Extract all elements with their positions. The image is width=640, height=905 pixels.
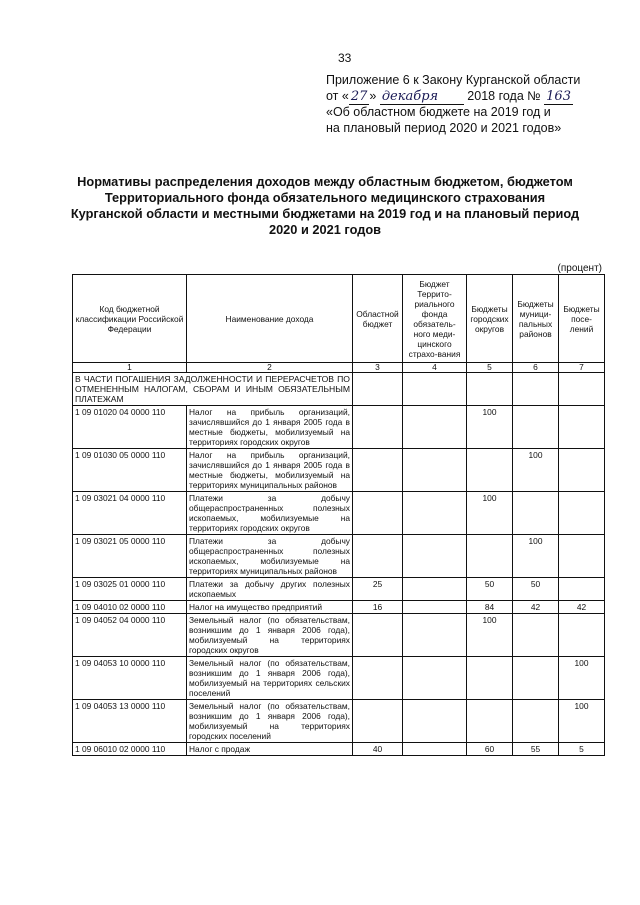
table-row	[73, 535, 605, 578]
column-number: 2	[187, 363, 353, 373]
municipal-districts-share: 55	[513, 743, 559, 756]
table-cell	[513, 373, 559, 406]
column-number: 7	[559, 363, 605, 373]
settlements-share	[559, 614, 605, 657]
budget-code: 1 09 04052 04 0000 110	[73, 614, 187, 657]
document-title: Нормативы распределения доходов между областным бюджетом, бюджетом Территориального фонда обязательного медицинского страхования Курганской области и местными бюджетами на 2019 год и на плановый период 2020 и 2021 годов	[70, 174, 580, 237]
table-row	[73, 492, 605, 535]
municipal-districts-share	[513, 657, 559, 700]
settlements-share: 42	[559, 601, 605, 614]
city-districts-share	[467, 449, 513, 492]
municipal-districts-share: 100	[513, 449, 559, 492]
regional-share: 25	[353, 578, 403, 601]
appendix-block	[326, 73, 626, 136]
municipal-districts-share	[513, 406, 559, 449]
appendix-number: 163	[546, 88, 571, 104]
table-cell	[353, 373, 403, 406]
municipal-districts-share: 100	[513, 535, 559, 578]
column-number: 1	[73, 363, 187, 373]
medical-fund-share	[403, 614, 467, 657]
table-cell	[467, 373, 513, 406]
city-districts-share	[467, 700, 513, 743]
appendix-line-2	[326, 89, 626, 106]
column-number: 6	[513, 363, 559, 373]
regional-share	[353, 535, 403, 578]
settlements-share	[559, 578, 605, 601]
revenue-name: Земельный налог (по обязательствам, возникшим до 1 января 2006 года), мобилизуемый на территориях сельских поселений	[187, 657, 353, 700]
appendix-year: 2018 года №	[467, 88, 541, 103]
header-row	[73, 275, 605, 363]
medical-fund-share	[403, 578, 467, 601]
appendix-line-3: «Об областном бюджете на 2019 год и	[326, 105, 551, 119]
appendix-line-4: на плановый период 2020 и 2021 годов»	[326, 120, 562, 135]
section-title: В ЧАСТИ ПОГАШЕНИЯ ЗАДОЛЖЕННОСТИ И ПЕРЕРАСЧЕТОВ ПО ОТМЕНЕННЫМ НАЛОГАМ, СБОРАМ И ИНЫМ ОБЯЗАТЕЛЬНЫМ ПЛАТЕЖАМ	[73, 373, 353, 406]
medical-fund-share	[403, 535, 467, 578]
city-districts-share: 50	[467, 578, 513, 601]
regional-share	[353, 449, 403, 492]
header-medical-fund: Бюджет Террито-риального фонда обязатель-ного меди-цинского страхо-вания	[403, 275, 467, 363]
regional-share	[353, 406, 403, 449]
regional-share	[353, 614, 403, 657]
city-districts-share: 84	[467, 601, 513, 614]
settlements-share: 100	[559, 700, 605, 743]
regional-share: 16	[353, 601, 403, 614]
unit-label: (процент)	[557, 263, 602, 274]
revenue-name: Платежи за добычу других полезных ископаемых	[187, 578, 353, 601]
revenue-name: Налог на имущество предприятий	[187, 601, 353, 614]
budget-code: 1 09 06010 02 0000 110	[73, 743, 187, 756]
budget-code: 1 09 01030 05 0000 110	[73, 449, 187, 492]
regional-share	[353, 492, 403, 535]
appendix-day: 27	[350, 88, 368, 104]
city-districts-share: 100	[467, 614, 513, 657]
table-row	[73, 657, 605, 700]
municipal-districts-share: 42	[513, 601, 559, 614]
budget-code: 1 09 03021 05 0000 110	[73, 535, 187, 578]
table-cell	[559, 373, 605, 406]
regional-share	[353, 657, 403, 700]
medical-fund-share	[403, 406, 467, 449]
table-cell	[403, 373, 467, 406]
table-row	[73, 449, 605, 492]
medical-fund-share	[403, 449, 467, 492]
appendix-sep: »	[369, 88, 377, 103]
table-row	[73, 406, 605, 449]
settlements-share	[559, 449, 605, 492]
norms-table	[72, 274, 605, 756]
medical-fund-share	[403, 743, 467, 756]
medical-fund-share	[403, 492, 467, 535]
header-regional: Областной бюджет	[353, 275, 403, 363]
header-settlements: Бюджеты посе-лений	[559, 275, 605, 363]
header-municipal-districts: Бюджеты муници-пальных районов	[513, 275, 559, 363]
budget-code: 1 09 03025 01 0000 110	[73, 578, 187, 601]
city-districts-share: 60	[467, 743, 513, 756]
budget-code: 1 09 04053 13 0000 110	[73, 700, 187, 743]
table-row	[73, 601, 605, 614]
municipal-districts-share: 50	[513, 578, 559, 601]
revenue-name: Земельный налог (по обязательствам, возникшим до 1 января 2006 года), мобилизуемый на территориях городских округов	[187, 614, 353, 657]
city-districts-share: 100	[467, 492, 513, 535]
settlements-share	[559, 535, 605, 578]
table-row	[73, 614, 605, 657]
table-row	[73, 578, 605, 601]
city-districts-share	[467, 535, 513, 578]
municipal-districts-share	[513, 700, 559, 743]
municipal-districts-share	[513, 614, 559, 657]
column-number: 4	[403, 363, 467, 373]
header-name: Наименование дохода	[187, 275, 353, 363]
revenue-name: Налог с продаж	[187, 743, 353, 756]
budget-code: 1 09 04053 10 0000 110	[73, 657, 187, 700]
medical-fund-share	[403, 657, 467, 700]
settlements-share: 100	[559, 657, 605, 700]
appendix-from: от «	[326, 88, 349, 103]
settlements-share: 5	[559, 743, 605, 756]
table-row	[73, 700, 605, 743]
revenue-name: Налог на прибыль организаций, зачислявшийся до 1 января 2005 года в местные бюджеты, мобилизуемый на территориях муниципальных районов	[187, 449, 353, 492]
revenue-name: Налог на прибыль организаций, зачислявшийся до 1 января 2005 года в местные бюджеты, мобилизуемый на территориях городских округов	[187, 406, 353, 449]
header-city-districts: Бюджеты городских округов	[467, 275, 513, 363]
revenue-name: Платежи за добычу общераспространенных полезных ископаемых, мобилизуемые на территориях муниципальных районов	[187, 535, 353, 578]
medical-fund-share	[403, 601, 467, 614]
column-numbers-row	[73, 363, 605, 373]
budget-code: 1 09 03021 04 0000 110	[73, 492, 187, 535]
revenue-name: Платежи за добычу общераспространенных полезных ископаемых, мобилизуемые на территориях городских округов	[187, 492, 353, 535]
municipal-districts-share	[513, 492, 559, 535]
table-row	[73, 743, 605, 756]
appendix-month: декабря	[380, 89, 464, 106]
header-code: Код бюджетной классификации Российской Федерации	[73, 275, 187, 363]
city-districts-share: 100	[467, 406, 513, 449]
city-districts-share	[467, 657, 513, 700]
section-row	[73, 373, 605, 406]
budget-code: 1 09 04010 02 0000 110	[73, 601, 187, 614]
regional-share: 40	[353, 743, 403, 756]
settlements-share	[559, 406, 605, 449]
column-number: 3	[353, 363, 403, 373]
page-number: 33	[338, 51, 352, 65]
regional-share	[353, 700, 403, 743]
revenue-name: Земельный налог (по обязательствам, возникшим до 1 января 2006 года), мобилизуемый на территориях городских поселений	[187, 700, 353, 743]
medical-fund-share	[403, 700, 467, 743]
settlements-share	[559, 492, 605, 535]
budget-code: 1 09 01020 04 0000 110	[73, 406, 187, 449]
appendix-line-1: Приложение 6 к Закону Курганской области	[326, 73, 581, 87]
column-number: 5	[467, 363, 513, 373]
